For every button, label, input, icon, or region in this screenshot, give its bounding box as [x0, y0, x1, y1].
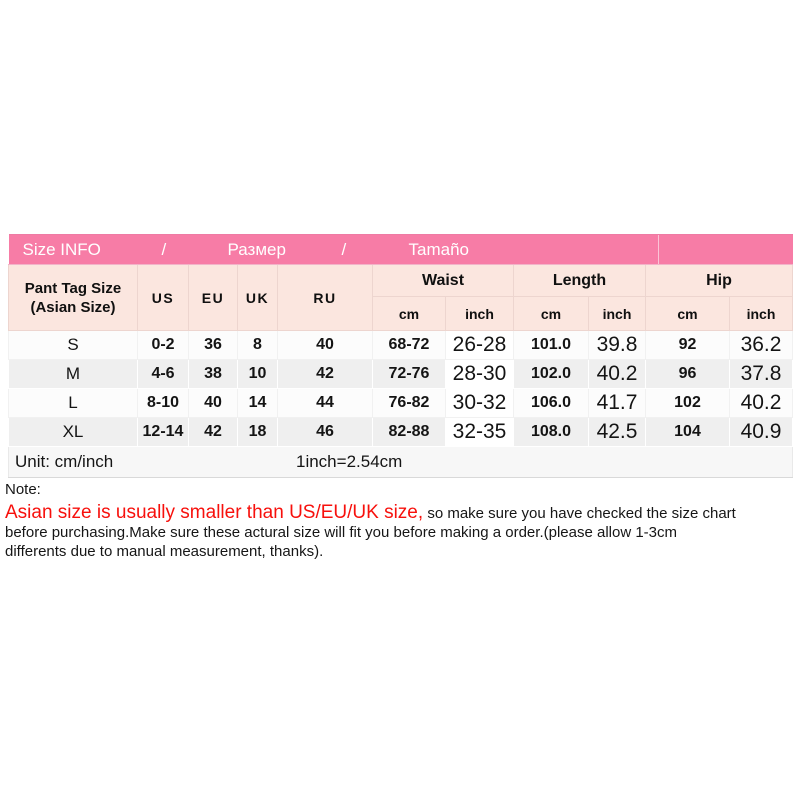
cell-length-inch: 41.7 — [589, 389, 646, 418]
cell-eu: 38 — [189, 360, 238, 389]
cell-size: S — [9, 331, 138, 360]
cell-waist-cm: 68-72 — [373, 331, 446, 360]
header-us: US — [138, 265, 189, 331]
cell-hip-cm: 96 — [646, 360, 730, 389]
cell-length-cm: 102.0 — [514, 360, 589, 389]
cell-hip-inch: 40.2 — [730, 389, 793, 418]
cell-us: 0-2 — [138, 331, 189, 360]
cell-uk: 10 — [238, 360, 278, 389]
cell-hip-cm: 92 — [646, 331, 730, 360]
table-row-s — [9, 331, 793, 360]
note-label: Note: — [5, 481, 41, 498]
cell-eu: 40 — [189, 389, 238, 418]
cell-us: 8-10 — [138, 389, 189, 418]
header-hip: Hip — [646, 265, 793, 297]
banner-razmer: Размер — [227, 239, 286, 259]
cell-length-inch: 40.2 — [589, 360, 646, 389]
cell-ru: 44 — [278, 389, 373, 418]
cell-uk: 8 — [238, 331, 278, 360]
cell-hip-cm: 104 — [646, 418, 730, 447]
header-pant-tag-size — [9, 265, 138, 331]
cell-waist-inch: 32-35 — [446, 418, 514, 447]
cell-waist-cm: 76-82 — [373, 389, 446, 418]
banner-size-info: Size INFO — [22, 239, 101, 259]
banner-cell — [9, 235, 793, 265]
banner-tamano: Tamaño — [408, 239, 469, 259]
header-eu: EU — [189, 265, 238, 331]
header-size-line2: (Asian Size) — [30, 298, 116, 316]
cell-waist-inch: 28-30 — [446, 360, 514, 389]
cell-uk: 18 — [238, 418, 278, 447]
header-hip-inch: inch — [730, 297, 793, 331]
header-waist: Waist — [373, 265, 514, 297]
cell-waist-cm: 82-88 — [373, 418, 446, 447]
note-black-line1: so make sure you have checked the size chart — [423, 505, 736, 522]
header-waist-inch: inch — [446, 297, 514, 331]
cell-waist-inch: 26-28 — [446, 331, 514, 360]
cell-waist-inch: 30-32 — [446, 389, 514, 418]
note-black-line3: differents due to manual measurement, thanks). — [5, 543, 324, 560]
table-row-l — [9, 389, 793, 418]
cell-length-cm: 101.0 — [514, 331, 589, 360]
cell-uk: 14 — [238, 389, 278, 418]
header-length-cm: cm — [514, 297, 589, 331]
inch-conversion: 1inch=2.54cm — [296, 452, 403, 471]
cell-hip-inch: 36.2 — [730, 331, 793, 360]
cell-us: 12-14 — [138, 418, 189, 447]
banner-divider — [658, 235, 659, 264]
table-row-m — [9, 360, 793, 389]
banner-slash-2: / — [341, 239, 347, 259]
banner-row — [9, 235, 793, 265]
table-row-xl — [9, 418, 793, 447]
cell-hip-inch: 37.8 — [730, 360, 793, 389]
unit-row — [9, 447, 793, 478]
header-length-inch: inch — [589, 297, 646, 331]
cell-eu: 42 — [189, 418, 238, 447]
header-size-line1: Pant Tag Size — [24, 279, 122, 297]
cell-hip-inch: 40.9 — [730, 418, 793, 447]
cell-us: 4-6 — [138, 360, 189, 389]
header-hip-cm: cm — [646, 297, 730, 331]
cell-length-inch: 42.5 — [589, 418, 646, 447]
cell-ru: 46 — [278, 418, 373, 447]
cell-waist-cm: 72-76 — [373, 360, 446, 389]
cell-length-cm: 106.0 — [514, 389, 589, 418]
cell-size: L — [9, 389, 138, 418]
header-uk: UK — [238, 265, 278, 331]
note-section — [5, 481, 797, 561]
header-length: Length — [514, 265, 646, 297]
cell-size: XL — [9, 418, 138, 447]
cell-ru: 42 — [278, 360, 373, 389]
cell-size: M — [9, 360, 138, 389]
cell-length-inch: 39.8 — [589, 331, 646, 360]
cell-ru: 40 — [278, 331, 373, 360]
note-red-text: Asian size is usually smaller than US/EU/UK size, — [5, 502, 424, 523]
group-header-row — [9, 265, 793, 297]
size-chart-table — [8, 234, 793, 478]
header-waist-cm: cm — [373, 297, 446, 331]
note-paragraph — [5, 503, 797, 561]
unit-label: Unit: cm/inch — [15, 452, 114, 471]
cell-hip-cm: 102 — [646, 389, 730, 418]
note-black-line2: before purchasing.Make sure these actural size will fit you before making a order.(please allow 1-3cm — [5, 524, 677, 541]
unit-row-cell — [9, 447, 793, 478]
cell-length-cm: 108.0 — [514, 418, 589, 447]
header-ru: RU — [278, 265, 373, 331]
cell-eu: 36 — [189, 331, 238, 360]
banner-slash-1: / — [161, 239, 167, 259]
